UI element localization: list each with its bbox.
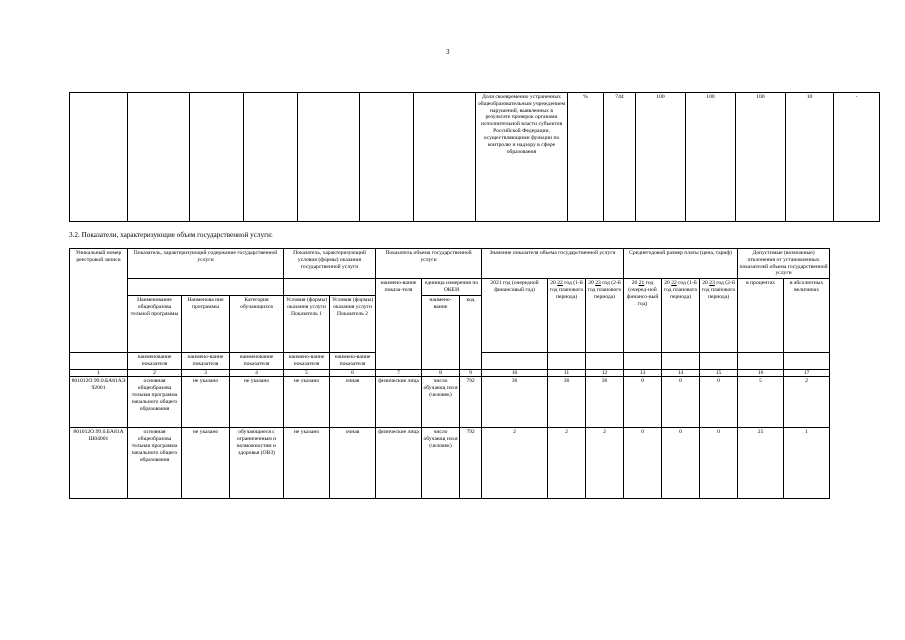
col-number: 15 — [700, 369, 738, 377]
table-cell: 36 — [548, 377, 586, 428]
price-year1-header: 20 21 год (очеред-ной финансо-вый год) — [624, 279, 662, 353]
price-group-header: Среднегодовой размер платы (цена, тариф) — [624, 249, 738, 279]
empty-cell — [700, 352, 738, 369]
table-cell: число обучающ ихся (человек) — [422, 377, 460, 428]
conditions-group-header: Показатель, характеризующий условия (формы) оказания государственной услуги — [284, 249, 376, 279]
table-cell: не указано — [182, 428, 230, 499]
condition1-header: Условия (формы) оказания услуги Показатель 1 — [284, 295, 330, 352]
volume-group-header: Показатель объема государственной услуги — [376, 249, 482, 279]
year3-header: 20 23 год (2-й год планового периода) — [586, 279, 624, 353]
table-cell: 36 — [482, 377, 548, 428]
empty-cell — [548, 352, 586, 369]
indicator-label: наименование показателя — [230, 352, 284, 369]
content-group-header: Показатель, характеризующий содержание государственной услуги — [128, 249, 284, 279]
indicator-label: наимено-вание показателя — [182, 352, 230, 369]
table-cell: 36 — [586, 377, 624, 428]
empty-cell — [70, 352, 128, 369]
empty-cell — [586, 352, 624, 369]
table-cell: не указано — [230, 377, 284, 428]
table-cell: 792 — [460, 377, 482, 428]
program-header: Наименова ние программы — [182, 295, 230, 352]
table-cell: 2 — [482, 428, 548, 499]
col-number: 5 — [284, 369, 330, 377]
price-year2-header: 20 22 год (1-й год планового периода) — [662, 279, 700, 353]
empty-cell — [244, 93, 298, 222]
table-cell: очная — [330, 377, 376, 428]
header-row — [70, 249, 830, 279]
table-row — [70, 428, 830, 499]
unique-number-header: Уникальный номер реестровой записи — [70, 249, 128, 353]
value-cell: 100 — [736, 93, 786, 222]
col-number: 11 — [548, 369, 586, 377]
table-cell: очная — [330, 428, 376, 499]
table-row — [70, 93, 880, 222]
unit-code-header: код — [460, 295, 482, 369]
empty-cell — [414, 93, 476, 222]
table-cell: 0 — [662, 428, 700, 499]
empty-cell — [360, 93, 414, 222]
volume-name-header: наимено-вание показа-теля — [376, 279, 422, 369]
col-number: 10 — [482, 369, 548, 377]
table-row — [70, 377, 830, 428]
volume-value-group-header: Значение показателя объема государственной услуги — [482, 249, 624, 279]
table-cell: 0 — [624, 377, 662, 428]
col-number: 17 — [784, 369, 830, 377]
year1-header: 2021 год (очередной финансовый год) — [482, 279, 548, 353]
year2-header: 20 22 год (1-й год планового периода) — [548, 279, 586, 353]
col-number: 3 — [182, 369, 230, 377]
col-number: 7 — [376, 369, 422, 377]
empty-cell — [784, 352, 830, 369]
program-cell: основная общеобразова тельная программа начального общего образования — [128, 428, 182, 499]
spacer-cell — [128, 279, 284, 296]
col-number: 12 — [586, 369, 624, 377]
empty-cell — [190, 93, 244, 222]
col-number: 4 — [230, 369, 284, 377]
program-cell: основная общеобразова тельная программа начального общего образования — [128, 377, 182, 428]
registry-id: 801012О.99.0.БА81АЭ92001 — [70, 377, 128, 428]
header-row — [70, 279, 830, 296]
unit-cell: % — [568, 93, 604, 222]
empty-cell — [298, 93, 360, 222]
program-name-header: Наименование общеобразова тельной программы — [128, 295, 182, 352]
table-cell: физические лица — [376, 428, 422, 499]
empty-cell — [662, 352, 700, 369]
spacer-cell — [284, 279, 376, 296]
deviation-abs-cell: - — [834, 93, 880, 222]
price-year3-header: 20 23 год (2-й год планового периода) — [700, 279, 738, 353]
indicator-label: наимено-вание показателя — [330, 352, 376, 369]
col-number: 14 — [662, 369, 700, 377]
indicator-name: Доля своевременно устраненных общеобразовательным учреждением нарушений, выявленных в результате проверок органами исполнительной власти субъектов Российской Федерации, осуществляющими функции по контролю и надзору в сфере образования — [476, 93, 568, 222]
indicator-label: наименование показателя — [128, 352, 182, 369]
col-number: 1 — [70, 369, 128, 377]
table-cell: 25 — [738, 428, 784, 499]
quality-indicators-table-continuation — [69, 92, 880, 222]
empty-cell — [624, 352, 662, 369]
value-cell: 100 — [686, 93, 736, 222]
table-cell: 2 — [586, 428, 624, 499]
table-cell: 5 — [738, 377, 784, 428]
col-number: 2 — [128, 369, 182, 377]
table-cell: 792 — [460, 428, 482, 499]
code-cell: 744 — [604, 93, 636, 222]
deviation-abs-header: в абсолютных величинах — [784, 279, 830, 353]
table-cell: 0 — [624, 428, 662, 499]
condition2-header: Условия (формы) оказания услуги Показатель 2 — [330, 295, 376, 352]
table-cell: 0 — [700, 428, 738, 499]
col-number: 6 — [330, 369, 376, 377]
table-cell: 0 — [700, 377, 738, 428]
volume-unit-header: единица измерения по ОКЕИ — [422, 279, 482, 296]
column-numbers-row — [70, 369, 830, 377]
table-cell: физические лица — [376, 377, 422, 428]
section-title: 3.2. Показатели, характеризующие объем государственной услуги: — [69, 231, 273, 239]
registry-id: 801012О.99.0.БА81АШ04001 — [70, 428, 128, 499]
value-cell: 100 — [636, 93, 686, 222]
empty-cell — [70, 93, 128, 222]
volume-indicators-table — [69, 248, 830, 499]
table-cell: 2 — [548, 428, 586, 499]
table-cell: число обучающ ихся (человек) — [422, 428, 460, 499]
table-cell: 2 — [784, 377, 830, 428]
unit-name-header: наимено-вание — [422, 295, 460, 369]
col-number: 13 — [624, 369, 662, 377]
deviation-pct-cell: 10 — [786, 93, 834, 222]
table-cell: не указано — [284, 428, 330, 499]
table-cell: обучающиеся с ограниченным и возможностям и здоровья (ОВЗ) — [230, 428, 284, 499]
col-number: 8 — [422, 369, 460, 377]
category-header: Категория обучающихся — [230, 295, 284, 352]
empty-cell — [482, 352, 548, 369]
indicator-label: наимено-вание показателя — [284, 352, 330, 369]
deviation-pct-header: в процентах — [738, 279, 784, 353]
page-number: 3 — [446, 48, 450, 56]
col-number: 9 — [460, 369, 482, 377]
empty-cell — [128, 93, 190, 222]
table-cell: 0 — [662, 377, 700, 428]
empty-cell — [738, 352, 784, 369]
table-cell: не указано — [182, 377, 230, 428]
deviation-group-header: Допустимые (возможные) отклонения от установленных показателей объема государственной услуги — [738, 249, 830, 279]
table-cell: не указано — [284, 377, 330, 428]
table-cell: 1 — [784, 428, 830, 499]
col-number: 16 — [738, 369, 784, 377]
